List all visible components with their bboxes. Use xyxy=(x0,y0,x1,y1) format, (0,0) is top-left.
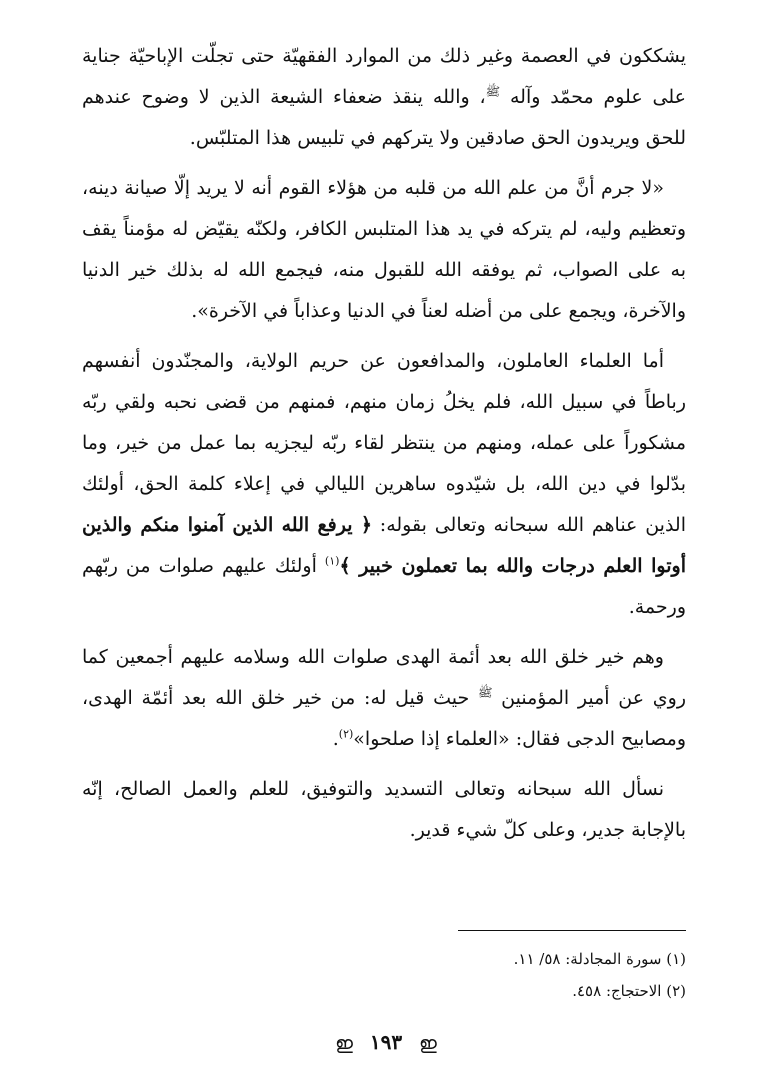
paragraph-4 xyxy=(82,637,686,760)
paragraph-1 xyxy=(82,36,686,159)
paragraph-3-segment-1: أما العلماء العاملون، والمدافعون عن حريم الولاية، والمجنّدون أنفسهم رباطاً في سبيل الله، فلم يخلُ زمان منهم، فمنهم من قضى نحبه ولقي ربّه مشكوراً على عمله، ومنهم من ينتظر لقاء ربّه ليجزيه بما عمل من خير، وما بدّلوا في دين الله، بل شيّدوه ساهرين الليالي في إعلاء كلمة الحق، أولئك الذين عناهم الله سبحانه وتعالى بقوله: xyxy=(82,350,686,536)
paragraph-4-segment-3: حيث قيل له: من خير خلق الله بعد أئمّة الهدى، ومصابيح الدجى فقال: «العلماء إذا صلحوا» xyxy=(82,687,686,750)
paragraph-1-segment-2: ﷺ xyxy=(485,84,501,99)
footnote-1: (١) سورة المجادلة: ٥٨/ ١١. xyxy=(513,950,686,968)
page-ornament-left-icon: ഇ xyxy=(335,1033,353,1054)
paragraph-1-segment-3: ، والله ينقذ ضعفاء الشيعة الذين لا وضوح عندهم للحق ويريدون الحق صادقين ولا يتركهم في تلبيس هذا المتلبّس. xyxy=(82,86,686,149)
page-number-block xyxy=(0,1030,772,1054)
paragraph-5 xyxy=(82,769,686,851)
paragraph-5-segment-1: نسأل الله سبحانه وتعالى التسديد والتوفيق، للعلم والعمل الصالح، إنّه بالإجابة جدير، وعلى كلّ شيء قدير. xyxy=(82,778,686,841)
paragraph-3-segment-4: أولئك عليهم صلوات من ربّهم ورحمة. xyxy=(82,555,686,618)
paragraph-4-segment-2: ﷺ xyxy=(477,685,493,700)
paragraph-3 xyxy=(82,341,686,628)
paragraph-1-segment-1: يشككون في العصمة وغير ذلك من الموارد الفقهيّة حتى تجلّت الإباحيّة جناية على علوم محمّد وآله xyxy=(82,45,686,108)
paragraph-4-segment-5: . xyxy=(332,728,339,750)
body-text xyxy=(82,36,686,851)
paragraph-2 xyxy=(82,168,686,332)
paragraph-4-segment-1: وهم خير خلق الله بعد أئمة الهدى صلوات الله وسلامه عليهم أجمعين كما روي عن أمير المؤمنين xyxy=(82,646,686,709)
page-number: ١٩٣ xyxy=(369,1030,403,1054)
footnotes xyxy=(300,943,686,1007)
footnote-2: (٢) الاحتجاج: ٤٥٨. xyxy=(572,982,686,1000)
footnote-separator xyxy=(458,930,686,931)
page-ornament-right-icon: ഇ xyxy=(419,1033,437,1054)
paragraph-2-segment-1: «لا جرم أنَّ من علم الله من قلبه من هؤلاء القوم أنه لا يريد إلّا صيانة دينه، وتعظيم وليه، لم يتركه في يد هذا المتلبس الكافر، ولكنّه يقيّض له مؤمناً يقف به على الصواب، ثم يوفقه الله للقبول منه، فيجمع الله له بذلك خير الدنيا والآخرة، ويجمع على من أضله لعناً في الدنيا وعذاباً في الآخرة». xyxy=(82,177,686,322)
paragraph-4-segment-4: (٢) xyxy=(338,727,354,741)
paragraph-3-segment-2: ﴿ يرفع الله الذين آمنوا منكم والذين أوتوا العلم درجات والله بما تعملون خبير ﴾ xyxy=(82,514,686,577)
paragraph-3-segment-3: (١) xyxy=(324,554,340,568)
